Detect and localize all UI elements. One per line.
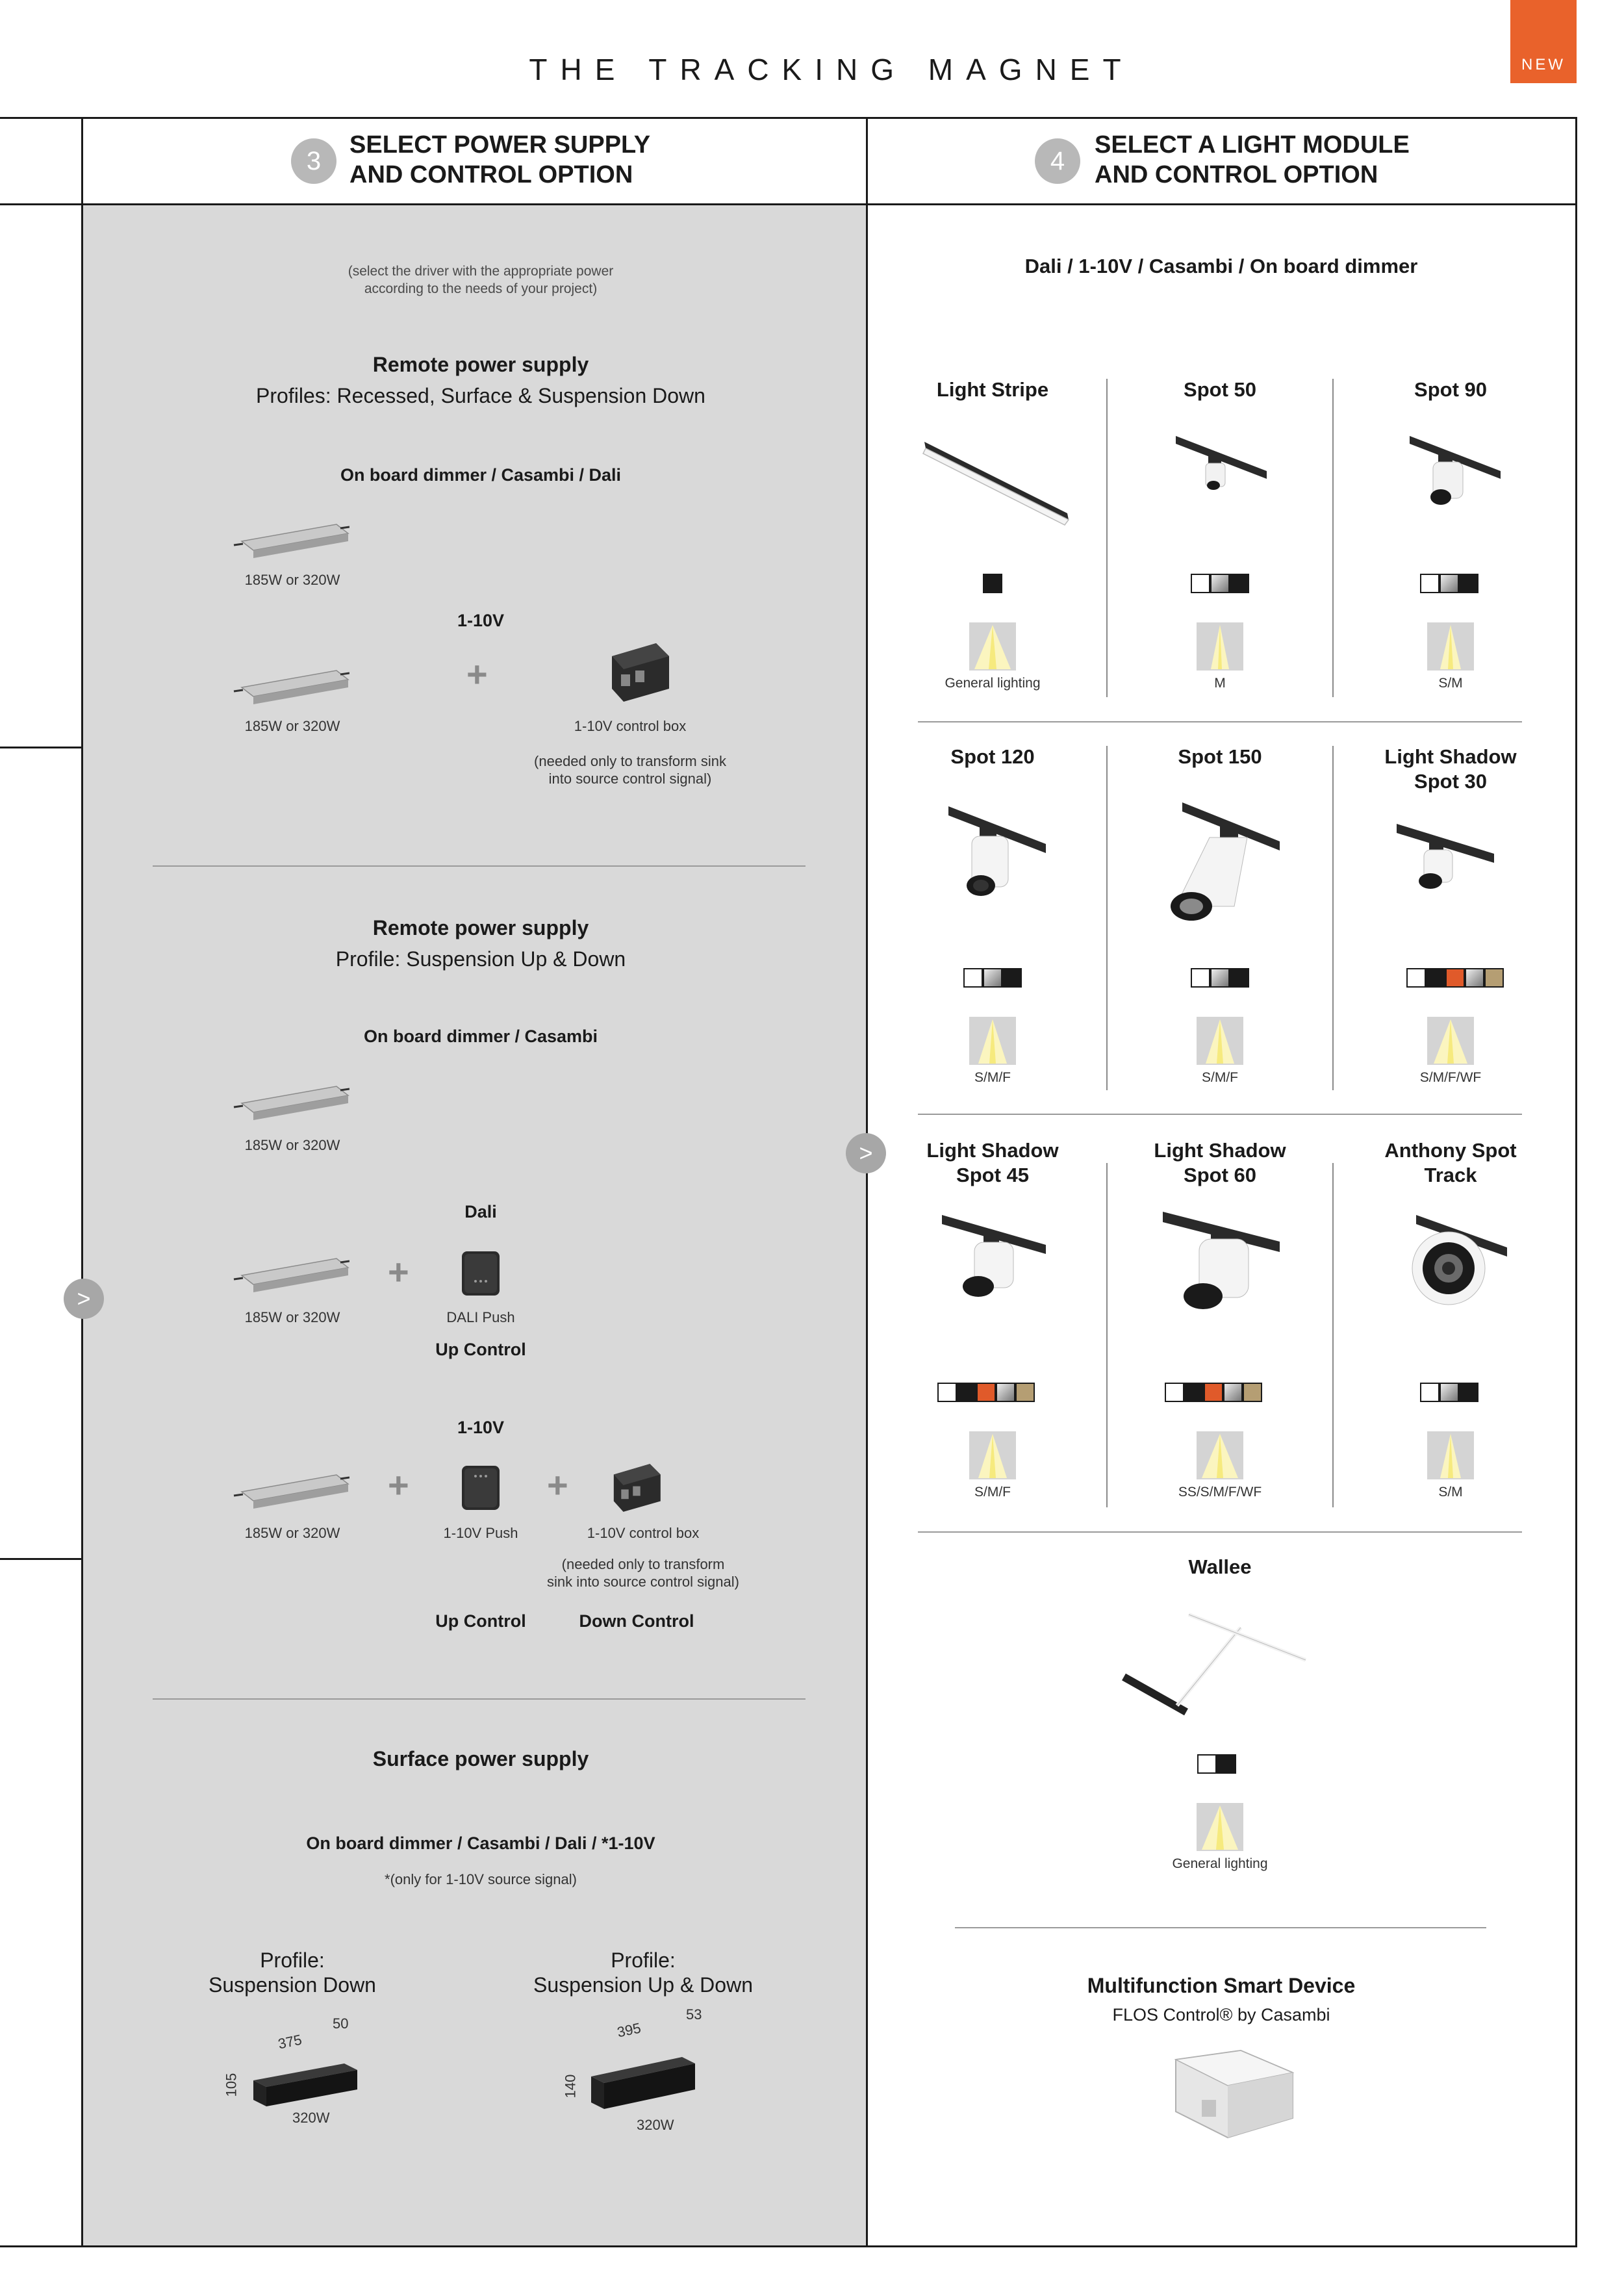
swatch-white [1420,1383,1440,1402]
grid-divider [1106,746,1108,1090]
spot-50-image [1169,426,1273,517]
color-swatches [1191,968,1249,988]
swatch-black [1230,574,1249,593]
surface-box-drawing [247,2053,364,2112]
page-title: THE TRACKING MAGNET [529,53,1134,86]
control-box-note: (needed only to transform sink into source control signal) [534,753,726,787]
left-row-divider [0,1558,82,1560]
product-name: Spot 50 [1184,378,1256,401]
swatch-black [1002,968,1022,988]
step-4-title: SELECT A LIGHT MODULE AND CONTROL OPTION [1095,131,1410,188]
driver-icon [233,517,349,562]
step-4-badge: 4 [1035,138,1080,184]
plus-icon: + [388,1251,409,1292]
product-name: Light Stripe [936,378,1049,401]
driver-caption: 185W or 320W [244,1525,340,1541]
beam-icon [1427,622,1474,671]
beam-icon [969,622,1016,671]
swatch-white [937,1383,957,1402]
spot-120-image [942,796,1052,913]
swatch-white [1406,968,1426,988]
driver-selection-note: (select the driver with the appropriate power according to the needs of your project) [348,264,614,296]
column-divider [81,117,83,2247]
smart-device-subtitle: FLOS Control® by Casambi [1112,2005,1330,2025]
product-name: Light Shadow Spot 45 [926,1139,1059,1186]
beam-icon [1197,1803,1243,1851]
swatch-black [1426,968,1445,988]
control-option: 1-10V [457,1418,505,1437]
section-title: Remote power supply [372,916,589,939]
product-name: Anthony Spot Track [1384,1139,1517,1186]
swatch-chrome [1223,1383,1243,1402]
column-divider [1575,117,1577,2247]
smart-device-image [1163,2047,1299,2144]
wallee-image [1117,1608,1312,1725]
prev-step-arrow-icon[interactable]: > [64,1279,104,1319]
color-swatches [937,1383,1035,1402]
control-box-caption: 1-10V control box [587,1525,700,1541]
swatch-gold [1484,968,1504,988]
light-distribution: S/M/F [1202,1070,1238,1085]
control-box-icon [604,637,676,708]
light-distribution: S/M/F [974,1485,1011,1500]
beam-icon [1197,1431,1243,1479]
plus-icon: + [388,1464,409,1505]
swatch-chrome [1440,1383,1459,1402]
anthony-spot-track-image [1403,1208,1514,1319]
box-length: 395 [615,2019,642,2041]
swatch-chrome [983,968,1002,988]
swatch-white [963,968,983,988]
section-subtitle: Profile: Suspension Up & Down [335,947,626,971]
box-height: 105 [223,2073,240,2097]
grid-divider [1106,379,1108,697]
color-swatches [1420,574,1478,593]
control-option: On board dimmer / Casambi / Dali [340,465,622,485]
grid-divider [918,1531,1522,1533]
beam-icon [1427,1431,1474,1479]
light-distribution: General lighting [945,676,1041,691]
light-distribution: S/M [1438,1485,1463,1500]
color-swatches [1197,1754,1236,1774]
swatch-copper [1445,968,1465,988]
driver-icon [233,1251,349,1296]
up-control-label: Up Control [435,1340,526,1359]
swatch-chrome [1465,968,1484,988]
control-box-icon [607,1459,666,1517]
driver-caption: 185W or 320W [244,718,340,734]
grid-divider [1332,746,1334,1090]
light-distribution: S/M [1438,676,1463,691]
grid-divider [955,1927,1486,1928]
swatch-chrome [1210,968,1230,988]
plus-icon: + [547,1464,568,1505]
beam-icon [969,1017,1016,1065]
control-options: Dali / 1-10V / Casambi / On board dimmer [1024,255,1418,277]
control-option: On board dimmer / Casambi [363,1027,598,1046]
column-divider [866,117,868,2247]
beam-icon [1197,1017,1243,1065]
section-subtitle: Profiles: Recessed, Surface & Suspension Down [256,384,705,407]
power-supply-panel [82,205,867,2247]
box-power: 320W [292,2110,330,2126]
section-divider [153,1698,806,1700]
light-stripe-image [918,429,1074,526]
swatch-black [957,1383,976,1402]
driver-caption: 185W or 320W [244,572,340,588]
up-control-label: Up Control [435,1611,526,1631]
driver-caption: 185W or 320W [244,1137,340,1153]
swatch-chrome [1210,574,1230,593]
swatch-gold [1243,1383,1262,1402]
swatch-black [1459,574,1478,593]
dali-push-icon [458,1247,503,1299]
swatch-chrome [1440,574,1459,593]
light-shadow-spot-45-image [935,1208,1052,1319]
product-name: Light Shadow Spot 60 [1154,1139,1286,1186]
box-length: 375 [276,2031,303,2052]
beam-icon [1197,622,1243,671]
swatch-white [1165,1383,1184,1402]
light-shadow-spot-30-image [1390,817,1501,915]
footnote: *(only for 1-10V source signal) [385,1871,577,1887]
table-bottom-border [0,2245,1577,2247]
box-power: 320W [637,2117,674,2133]
section-title: Remote power supply [372,353,589,376]
header-bottom-border [0,203,1577,205]
color-swatches [1420,1383,1478,1402]
grid-divider [1332,1163,1334,1507]
swatch-white [1420,574,1440,593]
beam-icon [1427,1017,1474,1065]
control-box-caption: 1-10V control box [574,718,687,734]
color-swatches [983,574,1002,593]
new-badge: NEW [1510,0,1577,83]
control-option: 1-10V [457,611,505,630]
swatch-white [1191,574,1210,593]
grid-divider [918,1114,1522,1115]
grid-divider [918,721,1522,722]
swatch-black [1217,1754,1236,1774]
swatch-gold [1015,1383,1035,1402]
swatch-chrome [996,1383,1015,1402]
color-swatches [1406,968,1504,988]
step-3-title: SELECT POWER SUPPLY AND CONTROL OPTION [349,131,651,188]
color-swatches [1165,1383,1262,1402]
step-3-badge: 3 [291,138,336,184]
box-depth: 50 [333,2015,349,2032]
section-title: Surface power supply [372,1747,589,1770]
driver-icon [233,1079,349,1124]
surface-box-drawing [585,2047,702,2118]
swatch-black [983,574,1002,593]
box-height: 140 [562,2074,579,2099]
spot-150-image [1163,796,1286,932]
swatch-black [1459,1383,1478,1402]
swatch-white [1197,1754,1217,1774]
product-name: Spot 120 [950,745,1035,768]
profile-label: Profile: Suspension Down [209,1948,376,1997]
smart-device-title: Multifunction Smart Device [1087,1974,1356,1997]
color-swatches [1191,574,1249,593]
swatch-white [1191,968,1210,988]
color-swatches [963,968,1022,988]
light-distribution: S/M/F/WF [1419,1070,1482,1085]
table-top-border [0,117,1577,119]
control-box-note: (needed only to transform sink into source control signal) [547,1556,739,1590]
light-distribution: M [1214,676,1226,691]
product-name: Spot 150 [1178,745,1262,768]
light-distribution: S/M/F [974,1070,1011,1085]
light-distribution: SS/S/M/F/WF [1178,1485,1262,1500]
light-shadow-spot-60-image [1156,1205,1286,1329]
push-110-caption: 1-10V Push [443,1525,518,1541]
section-divider [153,865,806,867]
plus-icon: + [466,654,488,695]
box-depth: 53 [686,2006,702,2023]
driver-caption: 185W or 320W [244,1309,340,1325]
control-option: Dali [464,1202,497,1221]
product-name: Wallee [1188,1555,1252,1578]
swatch-copper [976,1383,996,1402]
product-name: Spot 90 [1414,378,1487,401]
left-row-divider [0,747,82,748]
next-step-arrow-icon[interactable]: > [846,1133,886,1173]
down-control-label: Down Control [579,1611,694,1631]
swatch-black [1230,968,1249,988]
driver-icon [233,1467,349,1513]
push-110-icon [458,1462,503,1514]
product-name: Light Shadow Spot 30 [1384,745,1517,793]
spot-90-image [1403,426,1507,523]
beam-icon [969,1431,1016,1479]
driver-icon [233,663,349,708]
light-distribution: General lighting [1172,1856,1268,1871]
swatch-copper [1204,1383,1223,1402]
swatch-black [1184,1383,1204,1402]
grid-divider [1332,379,1334,697]
grid-divider [1106,1163,1108,1507]
control-option: On board dimmer / Casambi / Dali / *1-10V [306,1833,655,1853]
profile-label: Profile: Suspension Up & Down [533,1948,753,1997]
dali-push-caption: DALI Push [446,1309,515,1325]
